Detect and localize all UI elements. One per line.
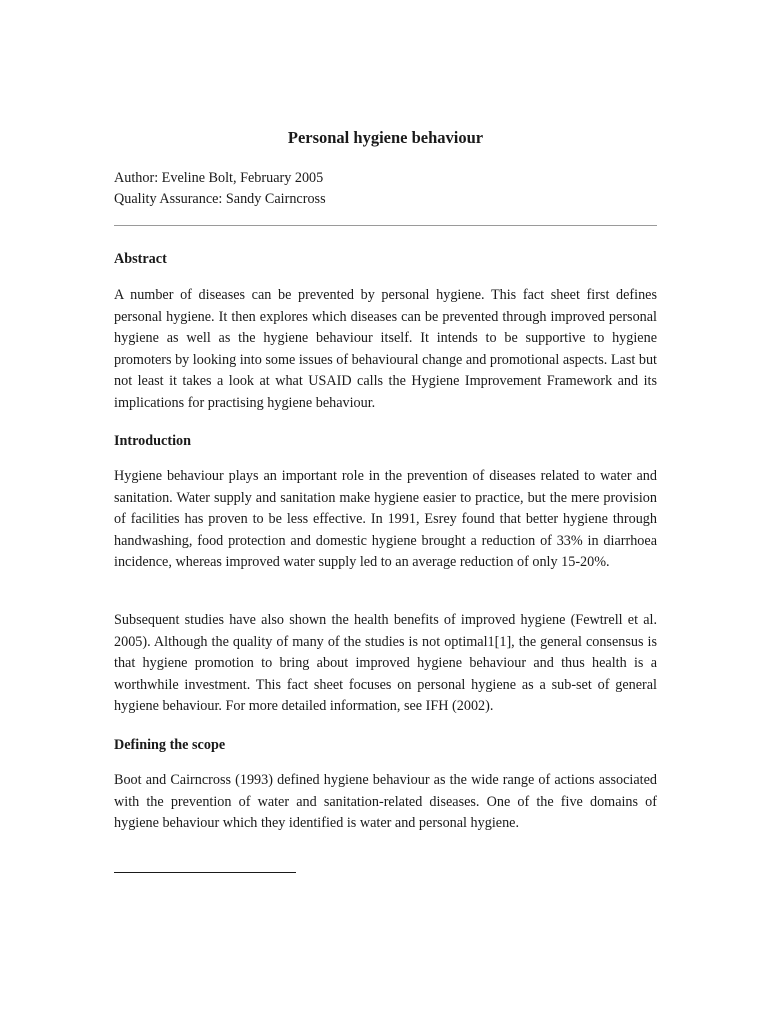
abstract-paragraph: A number of diseases can be prevented by personal hygiene. This fact sheet first defines personal hygiene. It then explores which diseases can be prevented through improved personal hygiene as well as the hygiene behaviour itself. It intends to be supportive to hygiene promoters by looking into some issues of behavioural change and promotional aspects. Last but not least it takes a look at what USAID calls the Hygiene Improvement Framework and its implications for practising hygiene behaviour.: [114, 287, 657, 411]
abstract-heading: Abstract: [114, 251, 167, 267]
scope-heading: Defining the scope: [114, 737, 226, 753]
footnote-separator: [114, 872, 296, 873]
introduction-paragraph-1: Hygiene behaviour plays an important role in the prevention of diseases related to water and sanitation. Water supply and sanitation make hygiene easier to practice, but the mere provision of facilities has proven to be less effective. In 1991, Esrey found that better hygiene through handwashing, food protection and domestic hygiene brought a reduction of 33% in diarrhoea incidence, whereas improved water supply led to an average reduction of only 15-20%.: [114, 468, 657, 571]
scope-paragraph: Boot and Cairncross (1993) defined hygiene behaviour as the wide range of actions associated with the prevention of water and sanitation-related diseases. One of the five domains of hygiene behaviour which they identified is water and personal hygiene.: [114, 772, 657, 832]
document-title: Personal hygiene behaviour: [287, 128, 484, 147]
author-line: Author: Eveline Bolt, February 2005: [114, 170, 324, 186]
introduction-paragraph-2: Subsequent studies have also shown the health benefits of improved hygiene (Fewtrell et al. 2005). Although the quality of many of the studies is not optimal1[1], the general consensus is that hygiene promotion to bring about improved hygiene behaviour and thus health is a worthwhile investment. This fact sheet focuses on personal hygiene as a sub-set of general hygiene behaviour. For more detailed information, see IFH (2002).: [114, 612, 657, 715]
introduction-heading: Introduction: [114, 433, 191, 449]
quality-assurance-line: Quality Assurance: Sandy Cairncross: [114, 191, 326, 207]
header-divider: [114, 225, 657, 226]
